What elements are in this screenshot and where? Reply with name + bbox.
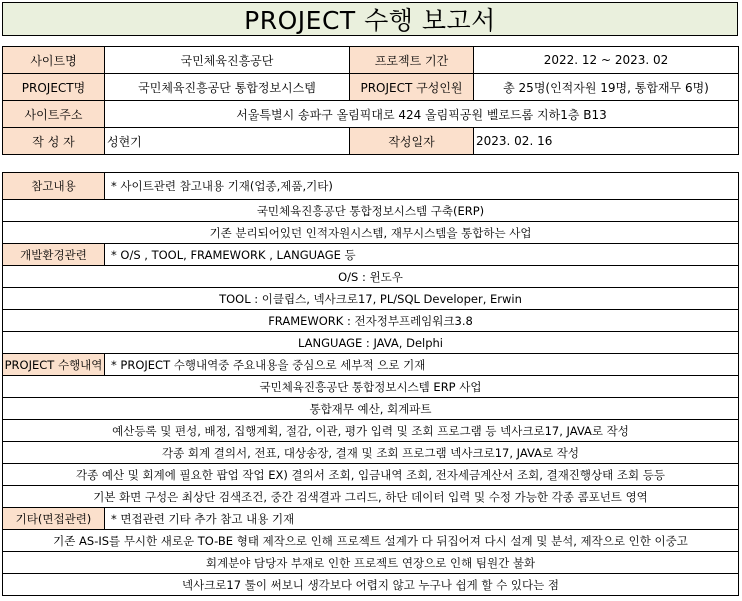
table-row — [3, 442, 739, 464]
section-header-text[interactable]: * PROJECT 수행내역중 주요내용을 중심으로 세부적 으로 기재 — [105, 354, 739, 376]
section-header-row — [3, 244, 739, 266]
period-label: 프로젝트 기간 — [350, 47, 474, 74]
section-line[interactable]: LANGUAGE : JAVA, Delphi — [3, 332, 739, 354]
info-row — [3, 47, 739, 74]
table-row — [3, 398, 739, 420]
period-value[interactable]: 2022. 12 ~ 2023. 02 — [474, 47, 739, 74]
project-name-value[interactable]: 국민체육진흥공단 통합정보시스템 — [105, 74, 350, 101]
table-row — [3, 288, 739, 310]
section-line[interactable]: 국민체육진흥공단 통합정보시스템 ERP 사업 — [3, 376, 739, 398]
table-row — [3, 332, 739, 354]
section-line[interactable]: 기존 분리되어있던 인적자원시스템, 재무시스템을 통합하는 사업 — [3, 222, 739, 244]
section-header-text[interactable]: * 사이트관련 참고내용 기재(업종,제품,기타) — [105, 173, 739, 200]
address-label: 사이트주소 — [3, 101, 105, 128]
info-row — [3, 128, 739, 155]
table-row — [3, 376, 739, 398]
section-line[interactable]: 예산등록 및 편성, 배정, 집행계획, 절감, 이관, 평가 입력 및 조회 프로그램 등 넥사크로17, JAVA로 작성 — [3, 420, 739, 442]
section-line[interactable]: 통합재무 예산, 회계파트 — [3, 398, 739, 420]
section-line[interactable]: FRAMEWORK : 전자정부프레임워크3.8 — [3, 310, 739, 332]
table-row — [3, 420, 739, 442]
date-label: 작성일자 — [350, 128, 474, 155]
table-row — [3, 552, 739, 574]
table-row — [3, 200, 739, 222]
date-value[interactable]: 2023. 02. 16 — [474, 128, 739, 155]
section-header-text[interactable]: * 면접관련 기타 추가 참고 내용 기재 — [105, 508, 739, 530]
project-name-label: PROJECT명 — [3, 74, 105, 101]
section-label: 참고내용 — [3, 173, 105, 200]
site-name-label: 사이트명 — [3, 47, 105, 74]
address-value[interactable]: 서울특별시 송파구 올림픽대로 424 올림픽공원 벨로드롬 지하1층 B13 — [105, 101, 739, 128]
section-line[interactable]: 기본 화면 구성은 최상단 검색조건, 중간 검색결과 그리드, 하단 데이터 입력 및 수정 가능한 각종 콤포넌트 영역 — [3, 486, 739, 508]
members-value[interactable]: 총 25명(인적자원 19명, 통합재무 6명) — [474, 74, 739, 101]
table-row — [3, 222, 739, 244]
project-info-table — [2, 46, 739, 155]
section-line[interactable]: 각종 회계 결의서, 전표, 대상송장, 결재 및 조회 프로그램 넥사크로17, JAVA로 작성 — [3, 442, 739, 464]
site-name-value[interactable]: 국민체육진흥공단 — [105, 47, 350, 74]
report-title: PROJECT 수행 보고서 — [2, 2, 738, 36]
table-row — [3, 486, 739, 508]
section-header-row — [3, 508, 739, 530]
author-value[interactable]: 성현기 — [105, 128, 350, 155]
section-line[interactable]: 회계분야 담당자 부재로 인한 프로젝트 연장으로 인해 팀원간 불화 — [3, 552, 739, 574]
table-row — [3, 574, 739, 596]
table-row — [3, 530, 739, 552]
section-line[interactable]: 각종 예산 및 회계에 필요한 팝업 작업 EX) 결의서 조회, 입금내역 조회, 전자세금계산서 조회, 결재진행상태 조회 등등 — [3, 464, 739, 486]
table-row — [3, 310, 739, 332]
members-label: PROJECT 구성인원 — [350, 74, 474, 101]
section-label: PROJECT 수행내역 — [3, 354, 105, 376]
section-line[interactable]: 국민체육진흥공단 통합정보시스템 구축(ERP) — [3, 200, 739, 222]
info-row — [3, 101, 739, 128]
table-row — [3, 464, 739, 486]
section-line[interactable]: TOOL : 이클립스, 넥사크로17, PL/SQL Developer, Erwin — [3, 288, 739, 310]
author-label: 작 성 자 — [3, 128, 105, 155]
section-line[interactable]: 넥사크로17 툴이 써보니 생각보다 어렵지 않고 누구나 쉽게 할 수 있다는 점 — [3, 574, 739, 596]
section-label: 개발환경관련 — [3, 244, 105, 266]
table-row — [3, 266, 739, 288]
info-row — [3, 74, 739, 101]
section-header-row — [3, 173, 739, 200]
section-label: 기타(면접관련) — [3, 508, 105, 530]
report-body-table — [2, 172, 739, 596]
section-header-text[interactable]: * O/S , TOOL, FRAMEWORK , LANGUAGE 등 — [105, 244, 739, 266]
section-line[interactable]: 기존 AS-IS를 무시한 새로운 TO-BE 형태 제작으로 인해 프로젝트 설계가 다 뒤집어져 다시 설계 및 분석, 제작으로 인한 이중고 — [3, 530, 739, 552]
section-line[interactable]: O/S : 윈도우 — [3, 266, 739, 288]
section-header-row — [3, 354, 739, 376]
